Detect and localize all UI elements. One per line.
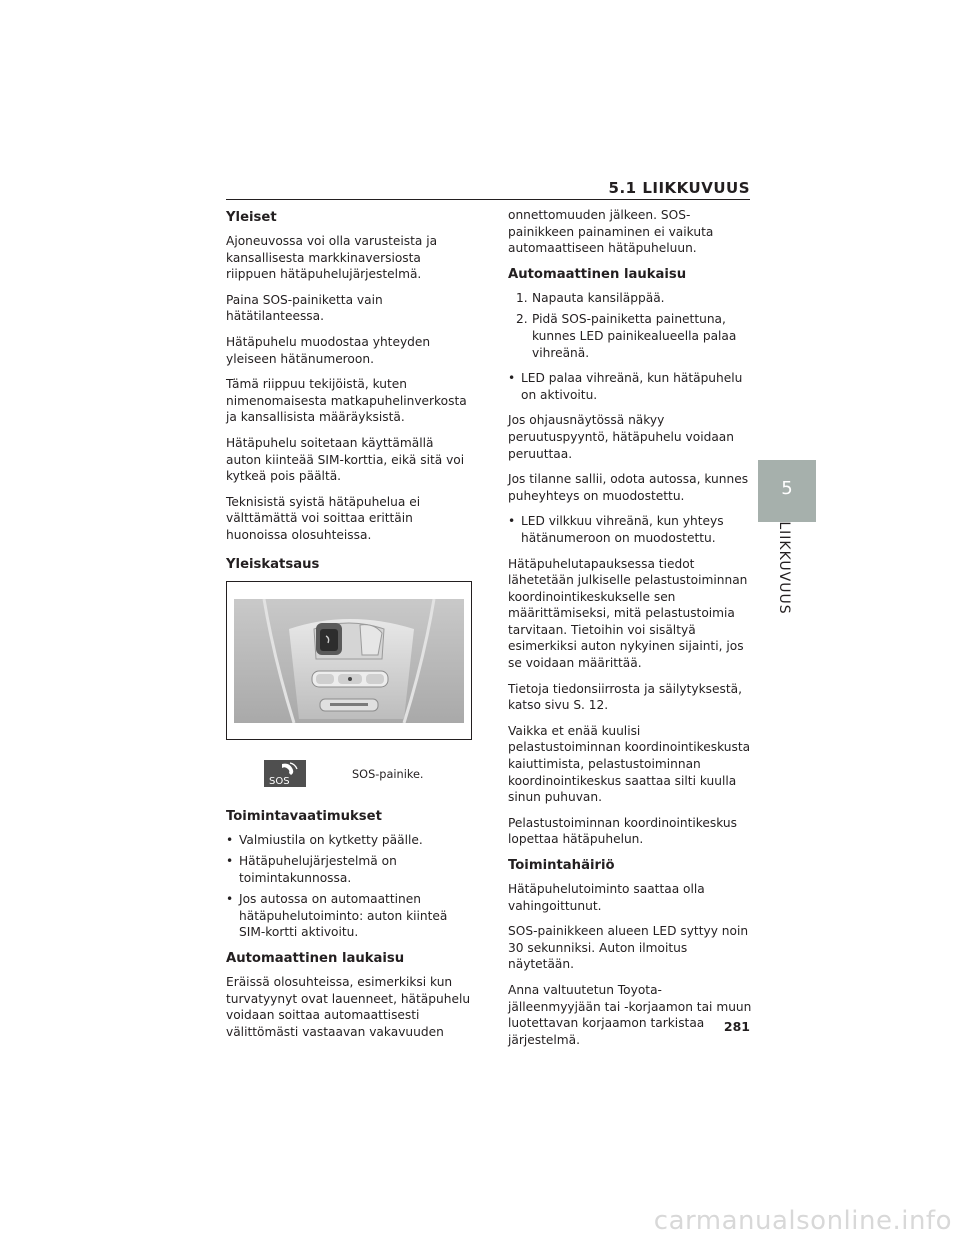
paragraph: Teknisistä syistä hätäpuhelua ei välttämättä voi soittaa erittäin huonoissa olosuhteissa. <box>226 494 421 542</box>
step-item <box>508 311 752 361</box>
paragraph: Paina SOS-painiketta vain hätätilanteessa. <box>226 292 383 324</box>
sos-icon-text: SOS <box>269 775 290 787</box>
heading-automaattinen-laukaisu: Automaattinen laukaisu <box>226 951 405 967</box>
steps-list <box>508 290 752 361</box>
paragraph: Eräissä olosuhteissa, esimerkiksi kun turvatyynyt ovat lauenneet, hätäpuhelu voidaan soittaa automaattisesti välittömästi vastaavan vakavuuden <box>226 975 471 1039</box>
left-column <box>226 207 472 1049</box>
paragraph: Pelastustoiminnan koordinointikeskus lopettaa hätäpuhelun. <box>508 815 738 847</box>
paragraph: Hätäpuhelu soitetaan käyttämällä auton kiinteää SIM-korttia, eikä sitä voi kytkeä pois päältä. <box>226 435 465 484</box>
step-number: 1. <box>516 290 528 305</box>
step-number: 2. <box>516 312 528 327</box>
paragraph: Ajoneuvossa voi olla varusteista ja kansallisesta markkinaversiosta riippuen hätäpuhelujärjestelmä. <box>226 234 438 282</box>
paragraph: Hätäpuhelutoiminto saattaa olla vahingoittunut. <box>508 882 705 913</box>
led-list-2 <box>508 513 752 546</box>
paragraph: Tämä riippuu tekijöistä, kuten nimenomaisesta matkapuhelinverkosta ja kansallisista määräyksistä. <box>226 377 467 425</box>
right-column <box>508 207 752 1057</box>
heading-toimintahairio: Toimintahäiriö <box>508 858 615 873</box>
heading-yleiset: Yleiset <box>226 210 277 225</box>
heading-yleiskatsaus: Yleiskatsaus <box>226 556 320 572</box>
chapter-number: 5 <box>781 478 793 499</box>
sos-phone-icon <box>264 760 306 787</box>
requirements-list <box>226 832 472 942</box>
list-item: • Jos autossa on automaattinen hätäpuhelutoiminto: auton kiinteä SIM-kortti aktivoitu. <box>226 891 472 941</box>
paragraph: Jos ohjausnäytössä näkyy peruutuspyyntö, hätäpuhelu voidaan peruuttaa. <box>508 413 734 461</box>
step-text: Pidä SOS-painiketta painettuna, kunnes LED painikealueella palaa vihreänä. <box>532 312 737 360</box>
paragraph: Hätäpuhelu muodostaa yhteyden yleiseen hätänumeroon. <box>226 334 431 366</box>
legend-text: SOS-painike. <box>352 767 424 781</box>
list-item: • LED vilkkuu vihreänä, kun yhteys hätänumeroon on muodostettu. <box>508 513 752 546</box>
chapter-side-tab[interactable] <box>758 460 816 522</box>
heading-automaattinen-laukaisu-2: Automaattinen laukaisu <box>508 266 687 282</box>
list-item: • Valmiustila on kytketty päälle. <box>226 832 472 849</box>
paragraph: Vaikka et enää kuulisi pelastustoiminnan koordinointikeskusta kaiuttimista, pelastustoiminnan koordinointikeskus saattaa silti kuulla sinun puhuvan. <box>508 723 751 805</box>
paragraph: SOS-painikkeen alueen LED syttyy noin 30 sekunniksi. Auton ilmoitus näytetään. <box>508 924 749 972</box>
watermark: carmanualsonline.info <box>653 1206 952 1236</box>
step-text: Napauta kansiläppää. <box>532 290 665 305</box>
chapter-side-label <box>775 521 793 615</box>
heading-toimintavaatimukset: Toimintavaatimukset <box>226 808 382 824</box>
list-item: • LED palaa vihreänä, kun hätäpuhelu on aktivoitu. <box>508 370 752 403</box>
section-header-title: 5.1 LIIKKUVUUS <box>608 179 750 197</box>
paragraph: onnettomuuden jälkeen. SOS-painikkeen painaminen ei vaikuta automaattiseen hätäpuheluun. <box>508 208 714 256</box>
paragraph: Hätäpuhelutapauksessa tiedot lähetetään julkiselle pelastustoiminnan koordinointikeskukselle sen määrittämiseksi, mitä pelastustoimia tarvitaan. Tietoihin voi sisältyä esimerkiksi auton nykyinen sijainti, jos se voidaan määrittää. <box>508 556 748 671</box>
chapter-label-text: LIIKKUVUUS <box>776 521 792 615</box>
step-item <box>508 290 752 307</box>
paragraph: Jos tilanne sallii, odota autossa, kunnes puheyhteys on muodostettu. <box>508 472 749 503</box>
led-list <box>508 370 752 403</box>
figure-legend <box>226 750 472 796</box>
paragraph: Tietoja tiedonsiirrosta ja säilytyksestä, katso sivu S. 12. <box>508 681 742 713</box>
paragraph: Anna valtuutetun Toyota-jälleenmyyjään tai -korjaamon tai muun luotettavan korjaamon tarkistaa järjestelmä. <box>508 982 752 1047</box>
overhead-console-illustration <box>234 599 464 723</box>
list-item: • Hätäpuhelujärjestelmä on toimintakunnossa. <box>226 853 472 886</box>
overhead-console-figure <box>226 581 472 740</box>
header-rule <box>226 199 750 200</box>
page-number: 281 <box>723 1019 750 1034</box>
